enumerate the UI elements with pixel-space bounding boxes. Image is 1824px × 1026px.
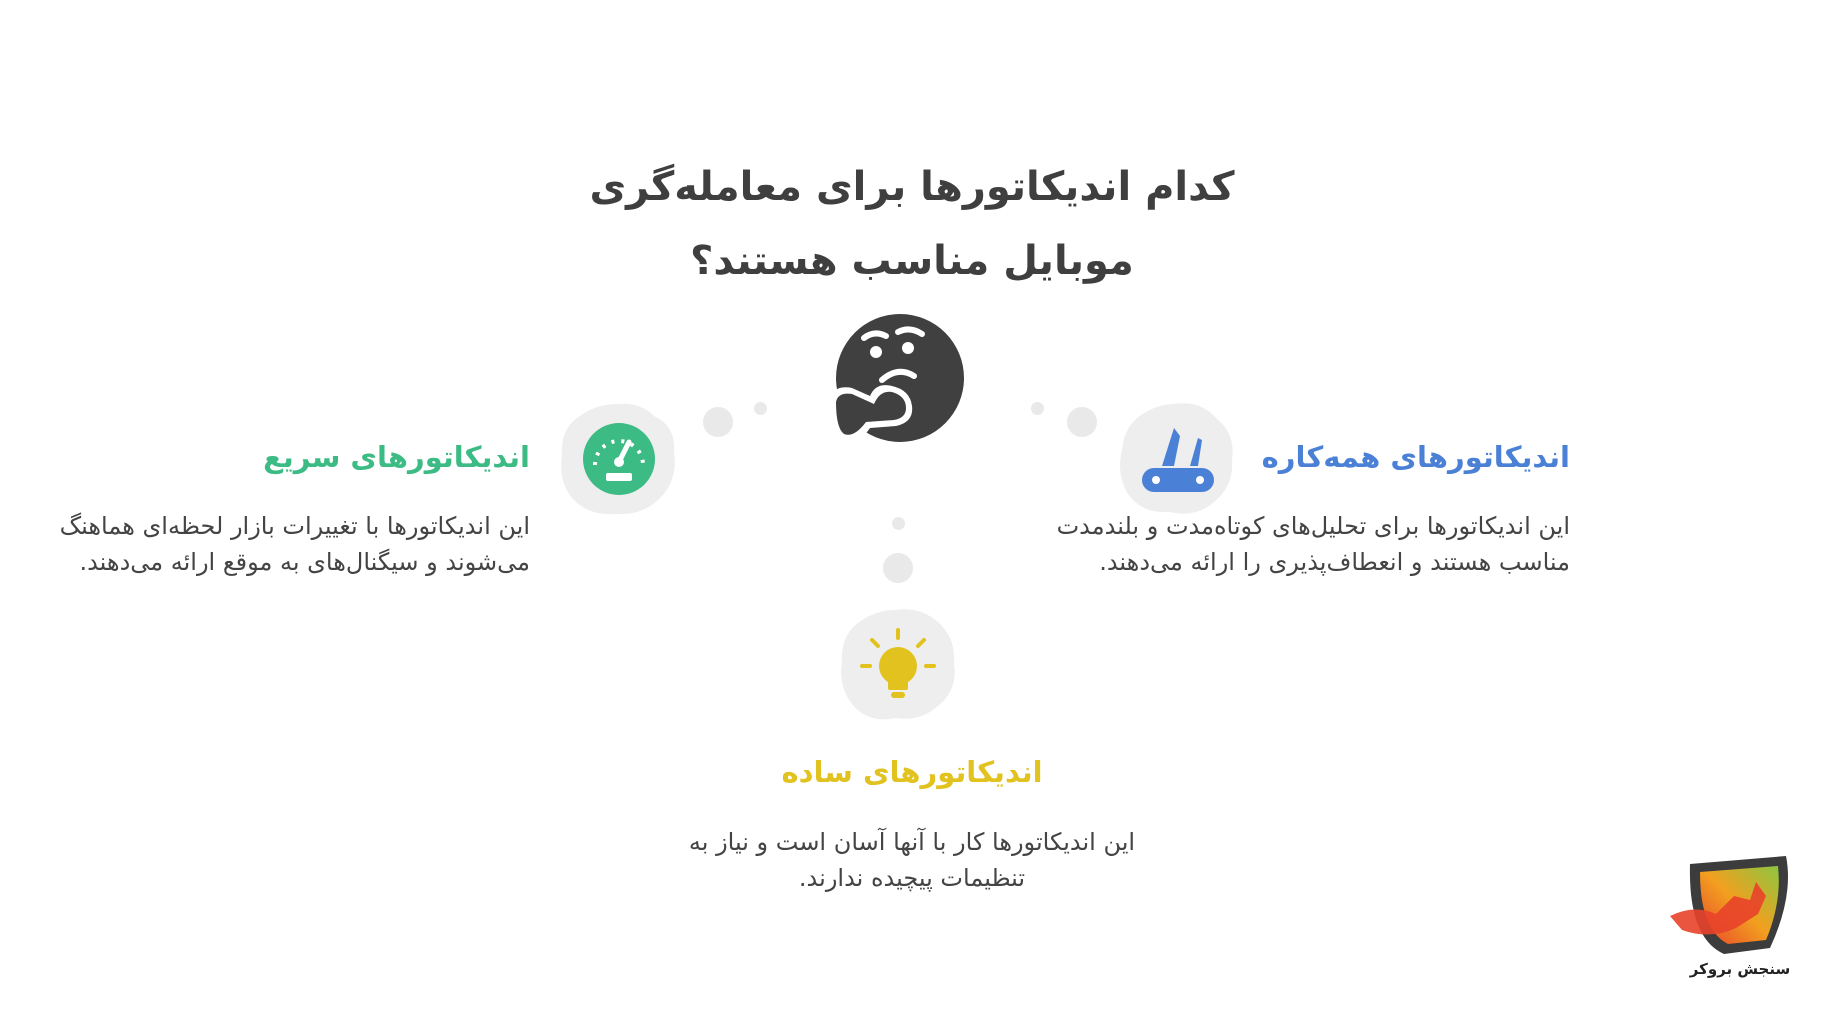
connector-dot <box>754 402 767 415</box>
speedometer-icon <box>582 422 656 496</box>
versatile-desc-line-2: مناسب هستند و انعطاف‌پذیری را ارائه می‌دهند. <box>1099 548 1570 576</box>
logo-caption: سنجش بروکر <box>1689 960 1791 978</box>
connector-dot <box>1031 402 1044 415</box>
versatile-heading: اندیکاتورهای همه‌کاره <box>1261 440 1570 474</box>
swiss-knife-icon <box>1140 424 1216 494</box>
connector-dot <box>883 553 913 583</box>
connector-dot <box>892 517 905 530</box>
connector-dot <box>1067 407 1097 437</box>
connector-dot <box>703 407 733 437</box>
versatile-description <box>1057 508 1570 580</box>
title-line-1: کدام اندیکاتورها برای معامله‌گری <box>589 164 1235 210</box>
versatile-desc-line-1: این اندیکاتورها برای تحلیل‌های کوتاه‌مدت و بلندمدت <box>1056 512 1570 540</box>
fast-heading: اندیکاتورهای سریع <box>263 440 530 474</box>
fast-description <box>60 508 530 580</box>
simple-desc-line-1: این اندیکاتورها کار با آنها آسان است و نیاز به <box>688 828 1136 856</box>
page-title <box>560 150 1264 298</box>
title-line-2: موبایل مناسب هستند؟ <box>690 238 1134 284</box>
broker-logo-icon <box>1670 856 1794 956</box>
fast-desc-line-1: این اندیکاتورها با تغییرات بازار لحظه‌ای هماهنگ <box>59 512 530 540</box>
lightbulb-icon <box>858 626 938 706</box>
simple-heading: اندیکاتورهای ساده <box>781 755 1043 789</box>
fast-desc-line-2: می‌شوند و سیگنال‌های به موقع ارائه می‌دهند. <box>79 548 530 576</box>
thinking-face-icon <box>830 310 970 454</box>
simple-description <box>612 824 1212 896</box>
simple-desc-line-2: تنظیمات پیچیده ندارند. <box>798 864 1026 892</box>
